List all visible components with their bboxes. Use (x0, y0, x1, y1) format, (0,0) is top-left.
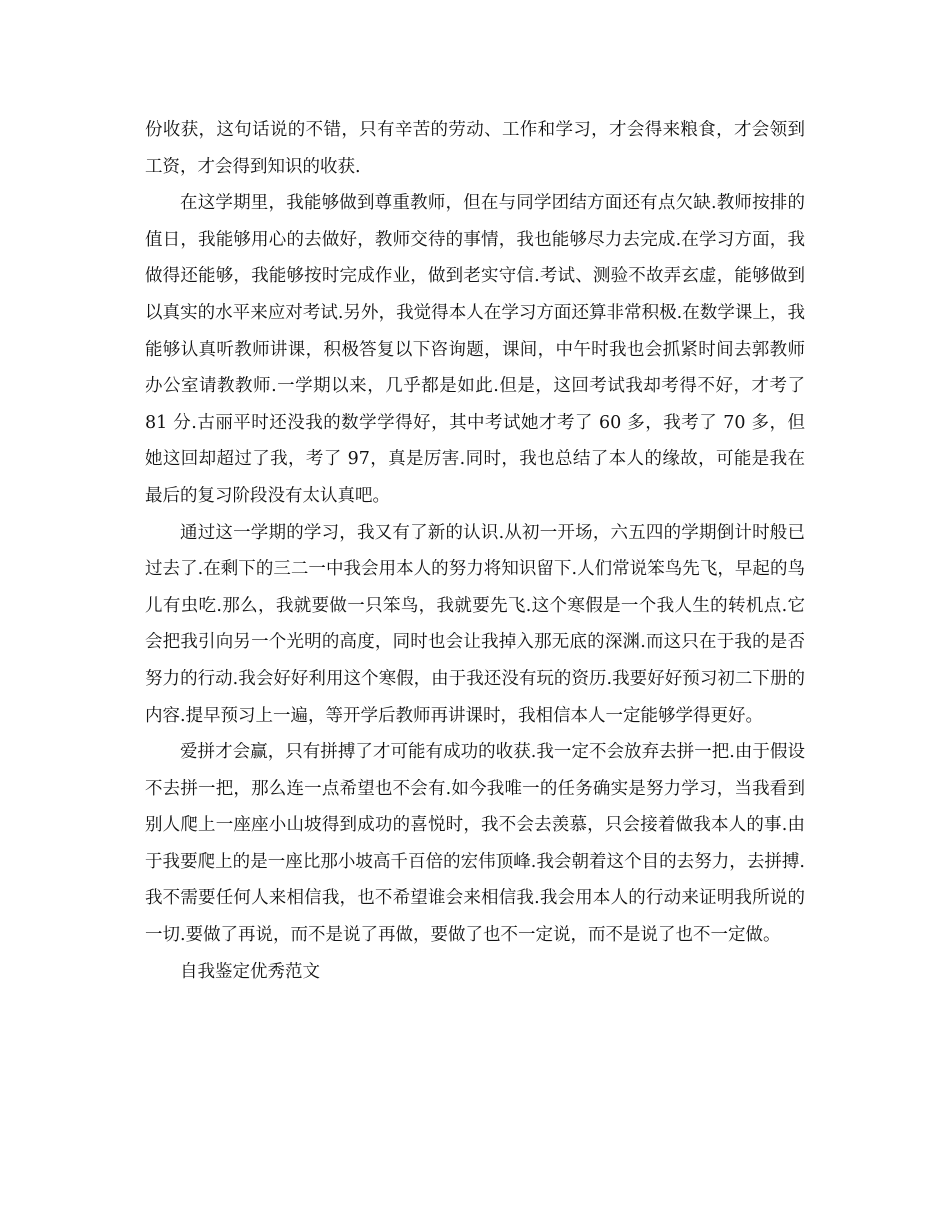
paragraph-strive-to-win: 爱拼才会赢，只有拼搏了才可能有成功的收获.我一定不会放弃去拼一把.由于假设不去拼一把，那么连一点希望也不会有.如今我唯一的任务确实是努力学习，当我看到别人爬上一座座小山坡得到成功的喜悦时，我不会去羡慕，只会接着做我本人的事.由于我要爬上的是一座比那小坡高千百倍的宏伟顶峰.我会朝着这个目的去努力，去拼搏.我不需要任何人来相信我，也不希望谁会来相信我.我会用本人的行动来证明我所说的一切.要做了再说，而不是说了再做，要做了也不一定说，而不是说了也不一定做。 (145, 742, 805, 946)
section-heading: 自我鉴定优秀范文 (180, 961, 320, 982)
paragraph-continuation: 份收获，这句话说的不错，只有辛苦的劳动、工作和学习，才会得来粮食，才会领到工资，才会得到知识的收获. (145, 120, 805, 177)
paragraph-study-attitude: 在这学期里，我能够做到尊重教师，但在与同学团结方面还有点欠缺.教师按排的值日，我能够用心的去做好，教师交待的事情，我也能够尽力去完成.在学习方面，我做得还能够，我能够按时完成作业，做到老实守信.考试、测验不故弄玄虚，能够做到以真实的水平来应对考试.另外，我觉得本人在学习方面还算非常积极.在数学课上，我能够认真听教师讲课，积极答复以下咨询题，课间，中午时我也会抓紧时间去郭教师办公室请教教师.一学期以来，几乎都是如此.但是，这回考试我却考得不好，才考了 81 分.古丽平时还没我的数学学得好，其中考试她才考了 60 多，我考了 70 多，但她这回却超过了我，考了 97，真是厉害.同时，我也总结了本人的缘故，可能是我在最后的复习阶段没有太认真吧。 (145, 193, 805, 506)
document-body (145, 112, 805, 990)
paragraph-new-understanding: 通过这一学期的学习，我又有了新的认识.从初一开场，六五四的学期倒计时般已过去了.在剩下的三二一中我会用本人的努力将知识留下.人们常说笨鸟先飞，早起的鸟儿有虫吃.那么，我就要做一只笨鸟，我就要先飞.这个寒假是一个我人生的转机点.它会把我引向另一个光明的高度，同时也会让我掉入那无底的深渊.而这只在于我的是否努力的行动.我会好好利用这个寒假，由于我还没有玩的资历.我要好好预习初二下册的内容.提早预习上一遍，等开学后教师再讲课时，我相信本人一定能够学得更好。 (145, 522, 805, 726)
